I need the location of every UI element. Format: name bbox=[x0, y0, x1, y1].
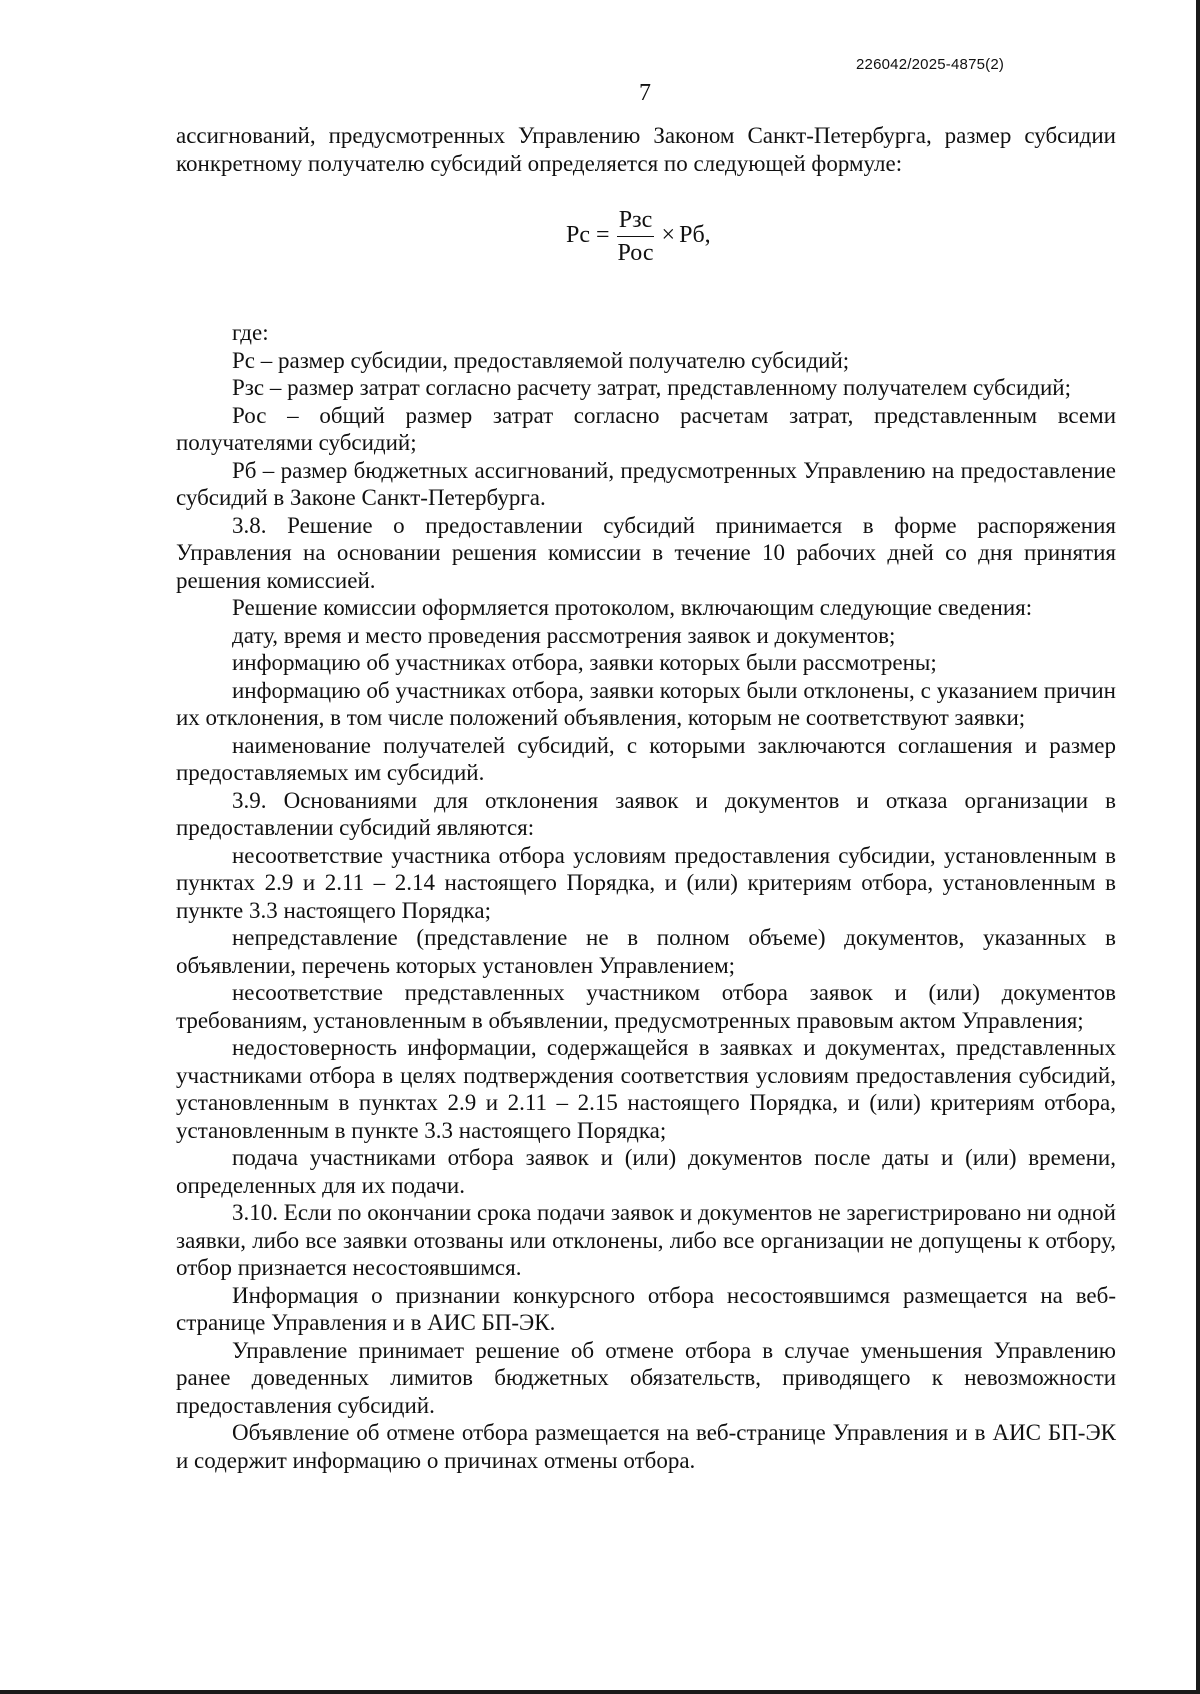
definition-rzs: Рзс – размер затрат согласно расчету затрат, представленному получателем субсидий; bbox=[232, 375, 1071, 400]
list-item: дату, время и место проведения рассмотрения заявок и документов; bbox=[232, 622, 896, 648]
definition-rb: Рб – размер бюджетных ассигнований, предусмотренных Управлению на предоставление субсидий в Законе Санкт-Петербурга. bbox=[176, 457, 1116, 510]
formula-operator: × bbox=[661, 222, 676, 249]
scan-border-bottom bbox=[0, 1690, 1200, 1694]
list-item: непредставление (представление не в полном объеме) документов, указанных в объявлении, перечень которых установлен Управлением; bbox=[176, 925, 1116, 978]
formula bbox=[566, 201, 711, 271]
list-item: информацию об участниках отбора, заявки которых были рассмотрены; bbox=[232, 650, 937, 675]
document-id: 226042/2025-4875(2) bbox=[856, 56, 1005, 73]
formula-numerator: Рзс bbox=[617, 205, 654, 237]
definition-rs: Рс – размер субсидии, предоставляемой получателю субсидий; bbox=[232, 347, 850, 373]
formula-block bbox=[176, 187, 1116, 307]
formula-fraction bbox=[616, 205, 656, 268]
document-body bbox=[176, 122, 1116, 1474]
paragraph-cancel-announcement: Объявление об отмене отбора размещается на веб-странице Управления и в АИС БП-ЭК и содержит информацию о причинах отмены отбора. bbox=[176, 1420, 1116, 1473]
formula-lhs: Рс = bbox=[566, 222, 610, 249]
list-item: недостоверность информации, содержащейся в заявках и документах, представленных участниками отбора в целях подтверждения соответствия условиям предоставления субсидий, установленным в пунктах 2.9 и 2.11 – 2.15 настоящего Порядка, и (или) критериям отбора, установленным в пункте 3.3 настоящего Порядка; bbox=[176, 1035, 1116, 1143]
clause-3-10: 3.10. Если по окончании срока подачи заявок и документов не зарегистрировано ни одной заявки, либо все заявки отозваны или отклонены, либо все организации не допущены к отбору, отбор признается несостоявшимся. bbox=[176, 1200, 1116, 1280]
list-item: подача участниками отбора заявок и (или) документов после даты и (или) времени, определенных для их подачи. bbox=[176, 1145, 1116, 1198]
paragraph-cancel-decision: Управление принимает решение об отмене отбора в случае уменьшения Управлению ранее доведенных лимитов бюджетных обязательств, приводящего к невозможности предоставления субсидий. bbox=[176, 1337, 1116, 1418]
page-number: 7 bbox=[639, 80, 651, 106]
scan-border-right bbox=[1196, 0, 1200, 1694]
list-item: несоответствие представленных участником отбора заявок и (или) документов требованиям, установленным в объявлении, предусмотренных правовым актом Управления; bbox=[176, 980, 1116, 1033]
list-item: несоответствие участника отбора условиям предоставления субсидии, установленным в пунктах 2.9 и 2.11 – 2.14 настоящего Порядка, и (или) критериям отбора, установленным в пункте 3.3 настоящего Порядка; bbox=[176, 842, 1116, 923]
paragraph-protocol: Решение комиссии оформляется протоколом, включающим следующие сведения: bbox=[232, 595, 1033, 620]
clause-3-9: 3.9. Основаниями для отклонения заявок и документов и отказа организации в предоставлении субсидий являются: bbox=[176, 787, 1116, 840]
list-item: наименование получателей субсидий, с которыми заключаются соглашения и размер предоставляемых им субсидий. bbox=[176, 732, 1116, 785]
formula-denominator: Рос bbox=[617, 239, 654, 266]
definition-ros: Рос – общий размер затрат согласно расчетам затрат, представленным всеми получателями субсидий; bbox=[176, 402, 1116, 455]
list-item: информацию об участниках отбора, заявки которых были отклонены, с указанием причин их отклонения, в том числе положений объявления, которым не соответствуют заявки; bbox=[176, 677, 1116, 730]
paragraph-info: Информация о признании конкурсного отбора несостоявшимся размещается на веб-странице Управления и в АИС БП-ЭК. bbox=[176, 1282, 1116, 1335]
intro-paragraph: ассигнований, предусмотренных Управлению Законом Санкт-Петербурга, размер субсидии конкретному получателю субсидий определяется по следующей формуле: bbox=[176, 123, 1116, 176]
formula-rhs: Рб, bbox=[679, 222, 711, 249]
paragraph-where: где: bbox=[232, 320, 269, 345]
clause-3-8: 3.8. Решение о предоставлении субсидий принимается в форме распоряжения Управления на основании решения комиссии в течение 10 рабочих дней со дня принятия решения комиссией. bbox=[176, 512, 1116, 593]
